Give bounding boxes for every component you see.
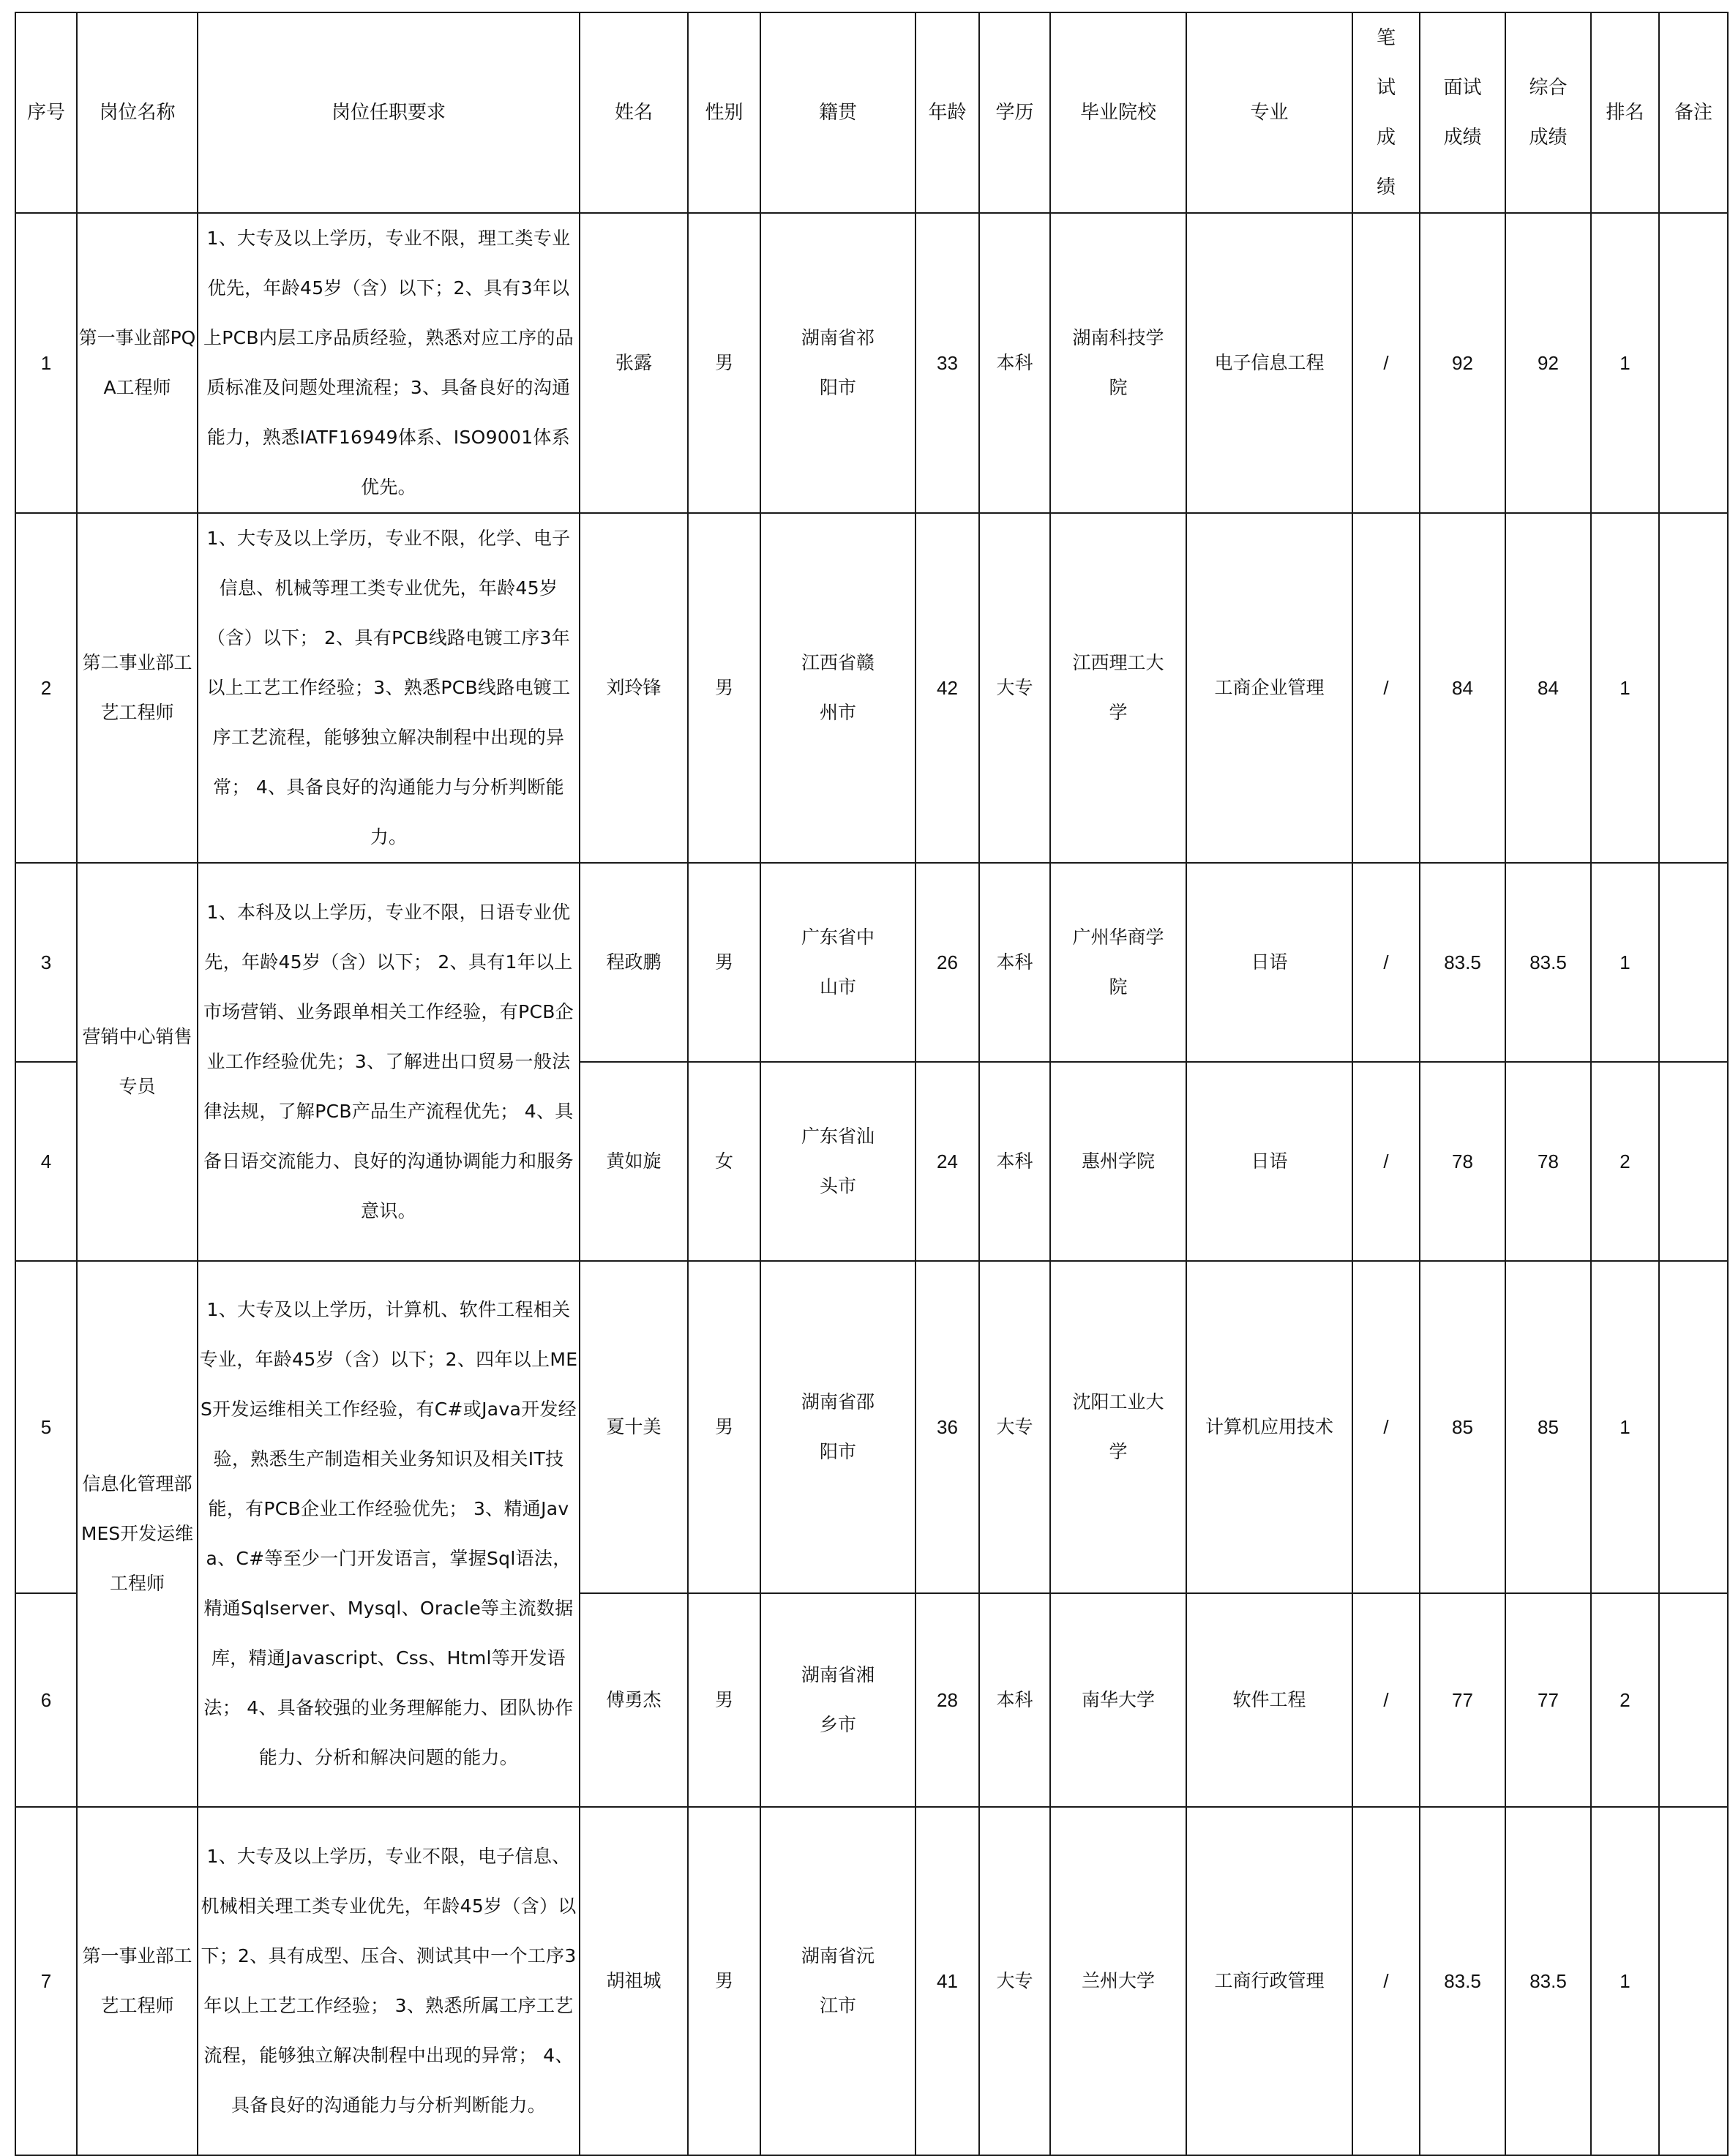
cell-origin: 江西省赣州市 <box>760 513 915 863</box>
header-written-score: 笔试成绩 <box>1352 12 1420 213</box>
cell-written-score: / <box>1352 1807 1420 2155</box>
cell-education: 大专 <box>979 1807 1050 2155</box>
cell-school: 兰州大学 <box>1050 1807 1186 2155</box>
cell-age: 42 <box>915 513 979 863</box>
cell-school: 惠州学院 <box>1050 1062 1186 1261</box>
cell-remarks <box>1659 1062 1728 1261</box>
cell-remarks <box>1659 1593 1728 1807</box>
cell-education: 本科 <box>979 863 1050 1062</box>
cell-seq: 2 <box>15 513 77 863</box>
cell-rank: 1 <box>1591 513 1659 863</box>
header-total-score: 综合成绩 <box>1505 12 1591 213</box>
cell-education: 本科 <box>979 1593 1050 1807</box>
cell-interview-score: 85 <box>1420 1261 1505 1593</box>
cell-requirements: 1、大专及以上学历，专业不限，化学、电子信息、机械等理工类专业优先，年龄45岁（含）以下； 2、具有PCB线路电镀工序3年以上工艺工作经验；3、熟悉PCB线路电镀工序工艺流程，能够独立解决制程中出现的异常； 4、具备良好的沟通能力与分析判断能力。 <box>198 513 580 863</box>
cell-seq: 7 <box>15 1807 77 2155</box>
cell-remarks <box>1659 863 1728 1062</box>
cell-remarks <box>1659 1261 1728 1593</box>
cell-total-score: 83.5 <box>1505 863 1591 1062</box>
cell-rank: 1 <box>1591 213 1659 513</box>
cell-seq: 3 <box>15 863 77 1062</box>
cell-gender: 男 <box>688 1593 760 1807</box>
cell-position: 信息化管理部MES开发运维工程师 <box>77 1261 198 1807</box>
header-school: 毕业院校 <box>1050 12 1186 213</box>
cell-major: 工商行政管理 <box>1186 1807 1352 2155</box>
cell-major: 工商企业管理 <box>1186 513 1352 863</box>
cell-origin: 湖南省沅江市 <box>760 1807 915 2155</box>
cell-requirements: 1、本科及以上学历，专业不限，日语专业优先，年龄45岁（含）以下； 2、具有1年以上市场营销、业务跟单相关工作经验，有PCB企业工作经验优先；3、了解进出口贸易一般法律法规，了解PCB产品生产流程优先； 4、具备日语交流能力、良好的沟通协调能力和服务意识。 <box>198 863 580 1261</box>
cell-school: 江西理工大学 <box>1050 513 1186 863</box>
cell-rank: 2 <box>1591 1593 1659 1807</box>
header-remarks: 备注 <box>1659 12 1728 213</box>
cell-gender: 男 <box>688 1261 760 1593</box>
cell-gender: 女 <box>688 1062 760 1261</box>
cell-position: 第一事业部PQA工程师 <box>77 213 198 513</box>
cell-major: 计算机应用技术 <box>1186 1261 1352 1593</box>
cell-interview-score: 83.5 <box>1420 1807 1505 2155</box>
cell-name: 刘玲锋 <box>580 513 688 863</box>
cell-name: 傅勇杰 <box>580 1593 688 1807</box>
cell-written-score: / <box>1352 1062 1420 1261</box>
cell-age: 33 <box>915 213 979 513</box>
cell-age: 24 <box>915 1062 979 1261</box>
cell-interview-score: 83.5 <box>1420 863 1505 1062</box>
cell-rank: 2 <box>1591 1062 1659 1261</box>
cell-major: 日语 <box>1186 863 1352 1062</box>
cell-major: 日语 <box>1186 1062 1352 1261</box>
cell-education: 本科 <box>979 213 1050 513</box>
cell-position: 第二事业部工艺工程师 <box>77 513 198 863</box>
header-major: 专业 <box>1186 12 1352 213</box>
cell-origin: 广东省中山市 <box>760 863 915 1062</box>
cell-total-score: 77 <box>1505 1593 1591 1807</box>
cell-written-score: / <box>1352 863 1420 1062</box>
header-position: 岗位名称 <box>77 12 198 213</box>
table-row <box>15 1261 1728 1593</box>
cell-age: 36 <box>915 1261 979 1593</box>
header-age: 年龄 <box>915 12 979 213</box>
cell-written-score: / <box>1352 213 1420 513</box>
cell-interview-score: 78 <box>1420 1062 1505 1261</box>
header-education: 学历 <box>979 12 1050 213</box>
results-sheet <box>15 12 1729 2156</box>
cell-age: 26 <box>915 863 979 1062</box>
cell-position: 第一事业部工艺工程师 <box>77 1807 198 2155</box>
cell-major: 软件工程 <box>1186 1593 1352 1807</box>
cell-remarks <box>1659 513 1728 863</box>
cell-name: 夏十美 <box>580 1261 688 1593</box>
cell-name: 胡祖城 <box>580 1807 688 2155</box>
cell-origin: 湖南省祁阳市 <box>760 213 915 513</box>
cell-origin: 湖南省邵阳市 <box>760 1261 915 1593</box>
cell-seq: 4 <box>15 1062 77 1261</box>
cell-requirements: 1、大专及以上学历，计算机、软件工程相关专业，年龄45岁（含）以下；2、四年以上MES开发运维相关工作经验，有C#或Java开发经验，熟悉生产制造相关业务知识及相关IT技能，有PCB企业工作经验优先； 3、精通Java、C#等至少一门开发语言，掌握Sql语法，精通Sqlserver、Mysql、Oracle等主流数据库，精通Javascript、Css、Html等开发语法； 4、具备较强的业务理解能力、团队协作能力、分析和解决问题的能力。 <box>198 1261 580 1807</box>
table-row <box>15 213 1728 513</box>
cell-position: 营销中心销售专员 <box>77 863 198 1261</box>
cell-rank: 1 <box>1591 863 1659 1062</box>
cell-school: 沈阳工业大学 <box>1050 1261 1186 1593</box>
candidate-results-table <box>15 12 1729 2156</box>
cell-gender: 男 <box>688 513 760 863</box>
cell-remarks <box>1659 213 1728 513</box>
cell-seq: 1 <box>15 213 77 513</box>
cell-rank: 1 <box>1591 1807 1659 2155</box>
cell-total-score: 83.5 <box>1505 1807 1591 2155</box>
cell-remarks <box>1659 1807 1728 2155</box>
cell-interview-score: 92 <box>1420 213 1505 513</box>
cell-name: 黄如旋 <box>580 1062 688 1261</box>
cell-school: 南华大学 <box>1050 1593 1186 1807</box>
cell-seq: 6 <box>15 1593 77 1807</box>
cell-age: 28 <box>915 1593 979 1807</box>
cell-name: 张露 <box>580 213 688 513</box>
cell-interview-score: 84 <box>1420 513 1505 863</box>
cell-origin: 湖南省湘乡市 <box>760 1593 915 1807</box>
header-name: 姓名 <box>580 12 688 213</box>
cell-total-score: 85 <box>1505 1261 1591 1593</box>
header-origin: 籍贯 <box>760 12 915 213</box>
table-row <box>15 1807 1728 2155</box>
cell-school: 湖南科技学院 <box>1050 213 1186 513</box>
cell-total-score: 78 <box>1505 1062 1591 1261</box>
cell-interview-score: 77 <box>1420 1593 1505 1807</box>
header-seq: 序号 <box>15 12 77 213</box>
header-requirements: 岗位任职要求 <box>198 12 580 213</box>
cell-major: 电子信息工程 <box>1186 213 1352 513</box>
cell-total-score: 84 <box>1505 513 1591 863</box>
cell-written-score: / <box>1352 513 1420 863</box>
cell-seq: 5 <box>15 1261 77 1593</box>
cell-education: 大专 <box>979 1261 1050 1593</box>
cell-total-score: 92 <box>1505 213 1591 513</box>
header-rank: 排名 <box>1591 12 1659 213</box>
cell-origin: 广东省汕头市 <box>760 1062 915 1261</box>
cell-written-score: / <box>1352 1261 1420 1593</box>
header-row <box>15 12 1728 213</box>
table-row <box>15 863 1728 1062</box>
header-gender: 性别 <box>688 12 760 213</box>
cell-rank: 1 <box>1591 1261 1659 1593</box>
cell-school: 广州华商学院 <box>1050 863 1186 1062</box>
cell-written-score: / <box>1352 1593 1420 1807</box>
cell-requirements: 1、大专及以上学历，专业不限，理工类专业优先，年龄45岁（含）以下；2、具有3年以上PCB内层工序品质经验，熟悉对应工序的品质标准及问题处理流程；3、具备良好的沟通能力，熟悉IATF16949体系、ISO9001体系优先。 <box>198 213 580 513</box>
cell-gender: 男 <box>688 863 760 1062</box>
cell-education: 本科 <box>979 1062 1050 1261</box>
cell-requirements: 1、大专及以上学历，专业不限，电子信息、机械相关理工类专业优先，年龄45岁（含）以下；2、具有成型、压合、测试其中一个工序3年以上工艺工作经验； 3、熟悉所属工序工艺流程，能够独立解决制程中出现的异常； 4、具备良好的沟通能力与分析判断能力。 <box>198 1807 580 2155</box>
cell-gender: 男 <box>688 1807 760 2155</box>
header-interview-score: 面试成绩 <box>1420 12 1505 213</box>
cell-age: 41 <box>915 1807 979 2155</box>
table-row <box>15 513 1728 863</box>
cell-name: 程政鹏 <box>580 863 688 1062</box>
cell-gender: 男 <box>688 213 760 513</box>
cell-education: 大专 <box>979 513 1050 863</box>
